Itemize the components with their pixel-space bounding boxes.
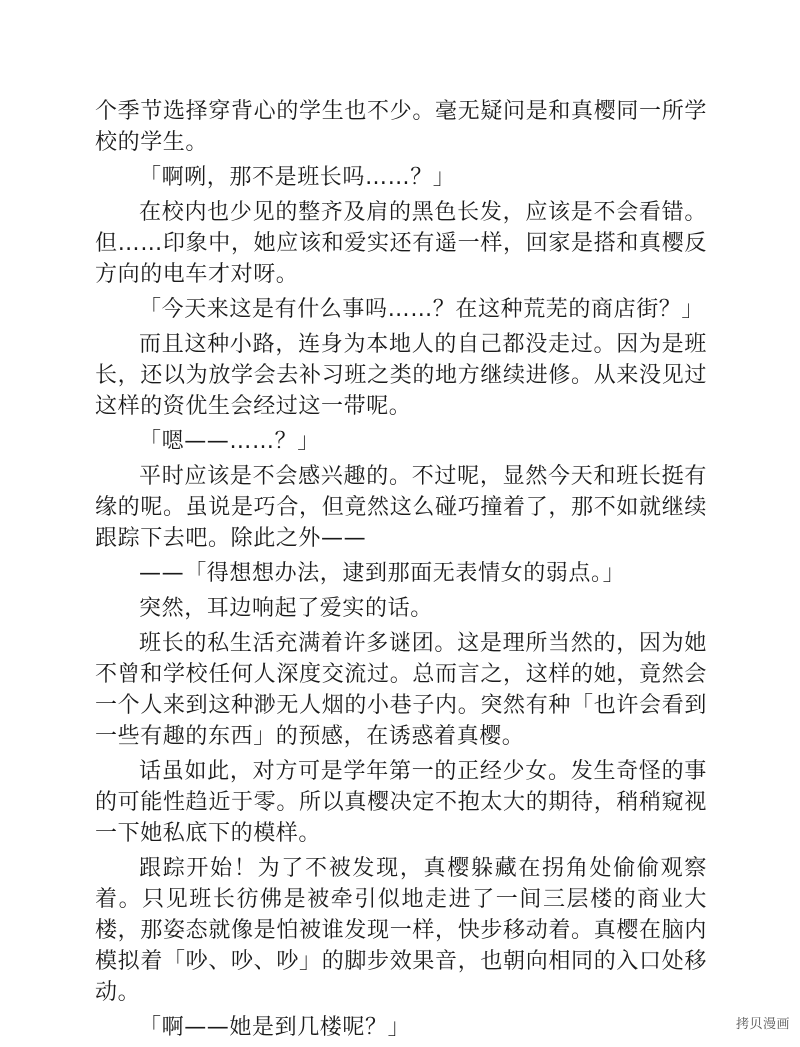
- watermark: 拷贝漫画: [735, 1017, 790, 1032]
- paragraph: 话虽如此，对方可是学年第一的正经少女。发生奇怪的事的可能性趋近于零。所以真樱决定不抱太大的期待，稍稍窥视一下她私底下的模样。: [95, 759, 707, 846]
- paragraph: 「嗯——……？」: [139, 429, 320, 454]
- paragraph: 在校内也少见的整齐及肩的黑色长发，应该是不会看错。但……印象中，她应该和爱实还有遥一样，回家是搭和真樱反方向的电车才对呀。: [95, 200, 707, 287]
- text-page: [95, 96, 707, 1047]
- paragraph: 班长的私生活充满着许多谜团。这是理所当然的，因为她不曾和学校任何人深度交流过。总而言之，这样的她，竟然会一个人来到这种渺无人烟的小巷子内。突然有种「也许会看到一些有趣的东西」的预感，在诱惑着真樱。: [95, 631, 707, 749]
- paragraph: 突然，耳边响起了爱实的话。: [139, 596, 433, 621]
- paragraph: ——「得想想办法，逮到那面无表情女的弱点。」: [139, 561, 626, 586]
- paragraph: 个季节选择穿背心的学生也不少。毫无疑问是和真樱同一所学校的学生。: [95, 99, 707, 155]
- paragraph: 「今天来这是有什么事吗……？在这种荒芜的商店街？」: [139, 297, 705, 322]
- paragraph: 跟踪开始！为了不被发现，真樱躲藏在拐角处偷偷观察着。只见班长彷佛是被牵引似地走进了一间三层楼的商业大楼，那姿态就像是怕被谁发现一样，快步移动着。真樱在脑内模拟着「吵、吵、吵」的脚步效果音，也朝向相同的入口处移动。: [95, 856, 707, 1005]
- paragraph: 「啊咧，那不是班长吗……？」: [139, 165, 456, 190]
- paragraph: 「啊——她是到几楼呢？」: [139, 1015, 411, 1040]
- paragraph: 平时应该是不会感兴趣的。不过呢，显然今天和班长挺有缘的呢。虽说是巧合，但竟然这么碰巧撞着了，那不如就继续跟踪下去吧。除此之外——: [95, 464, 707, 551]
- paragraph: 而且这种小路，连身为本地人的自己都没走过。因为是班长，还以为放学会去补习班之类的地方继续进修。从来没见过这样的资优生会经过这一带呢。: [95, 332, 707, 419]
